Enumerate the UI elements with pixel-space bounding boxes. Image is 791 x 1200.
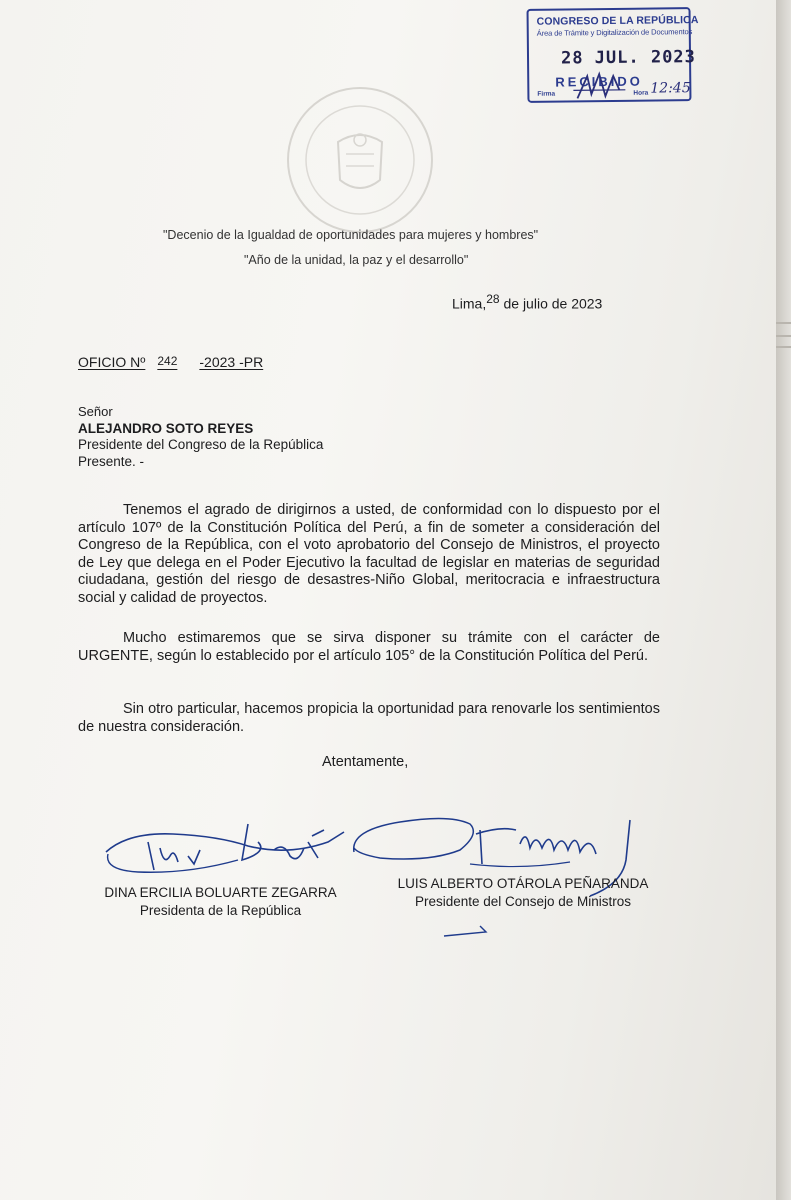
addressee-salutation: Señor bbox=[78, 404, 113, 419]
signatory-1-name: DINA ERCILIA BOLUARTE ZEGARRA bbox=[104, 885, 337, 900]
date-line bbox=[452, 292, 602, 312]
addressee-block bbox=[78, 404, 323, 470]
addressee-name: ALEJANDRO SOTO REYES bbox=[78, 420, 254, 436]
stamp-firma-label: Firma bbox=[537, 90, 556, 98]
received-stamp bbox=[527, 7, 699, 103]
date-city: Lima, bbox=[452, 295, 487, 312]
stamp-date: 28 JUL. 2023 bbox=[560, 47, 696, 69]
oficio-reference bbox=[78, 354, 263, 370]
stamp-received: RECIBIDO bbox=[555, 73, 643, 90]
addressee-presente: Presente. - bbox=[78, 453, 145, 469]
closing-salutation: Atentamente, bbox=[322, 754, 409, 770]
signatory-1-title: Presidenta de la República bbox=[139, 903, 302, 918]
decade-slogan: "Decenio de la Igualdad de oportunidades para mujeres y hombres" bbox=[163, 228, 539, 242]
stamp-subtitle: Área de Trámite y Digitalización de Documentos bbox=[536, 27, 693, 38]
date-day: 28 bbox=[486, 292, 500, 306]
initial-mark-icon bbox=[440, 920, 500, 950]
embossed-seal-icon bbox=[280, 80, 440, 240]
addressee-title: Presidente del Congreso de la República bbox=[78, 437, 324, 452]
signatory-1 bbox=[88, 885, 353, 918]
page-edge-stack bbox=[776, 0, 791, 1200]
signatory-2-title: Presidente del Consejo de Ministros bbox=[414, 894, 632, 909]
stamp-hora-value: 12:45 bbox=[650, 80, 691, 97]
signatory-2 bbox=[378, 876, 668, 909]
year-slogan: "Año de la unidad, la paz y el desarrollo" bbox=[244, 253, 469, 267]
body-paragraph-3: Sin otro particular, hacemos propicia la oportunidad para renovarle los sentimientos de nuestra consideración. bbox=[78, 701, 660, 735]
signature-boluarte-icon bbox=[98, 812, 353, 882]
oficio-number: 242 bbox=[157, 354, 178, 368]
stamp-hora-label: Hora bbox=[633, 89, 649, 97]
body-paragraph-1: Tenemos el agrado de dirigirnos a usted, de conformidad con lo dispuesto por el artículo 107º de la Constitución Política del Perú, a fin de someter a consideración del Congreso de la República, con el voto aprobatorio del Consejo de Ministros, el proyecto de Ley que delega en el Poder Ejecutivo la facultad de legislar en materias de seguridad ciudadana, gestión del riesgo de desastres-Niño Global, meritocracia e infraestructura social y calidad de proyectos. bbox=[78, 502, 660, 606]
stamp-title: CONGRESO DE LA REPÚBLICA bbox=[536, 14, 699, 28]
oficio-suffix: -2023 -PR bbox=[199, 354, 264, 370]
body-paragraph-2: Mucho estimaremos que se sirva disponer su trámite con el carácter de URGENTE, según lo establecido por el artículo 105° de la Constitución Política del Perú. bbox=[78, 630, 660, 664]
oficio-prefix: OFICIO Nº bbox=[78, 354, 146, 370]
signatory-2-name: LUIS ALBERTO OTÁROLA PEÑARANDA bbox=[397, 876, 649, 891]
date-rest: de julio de 2023 bbox=[503, 295, 603, 312]
